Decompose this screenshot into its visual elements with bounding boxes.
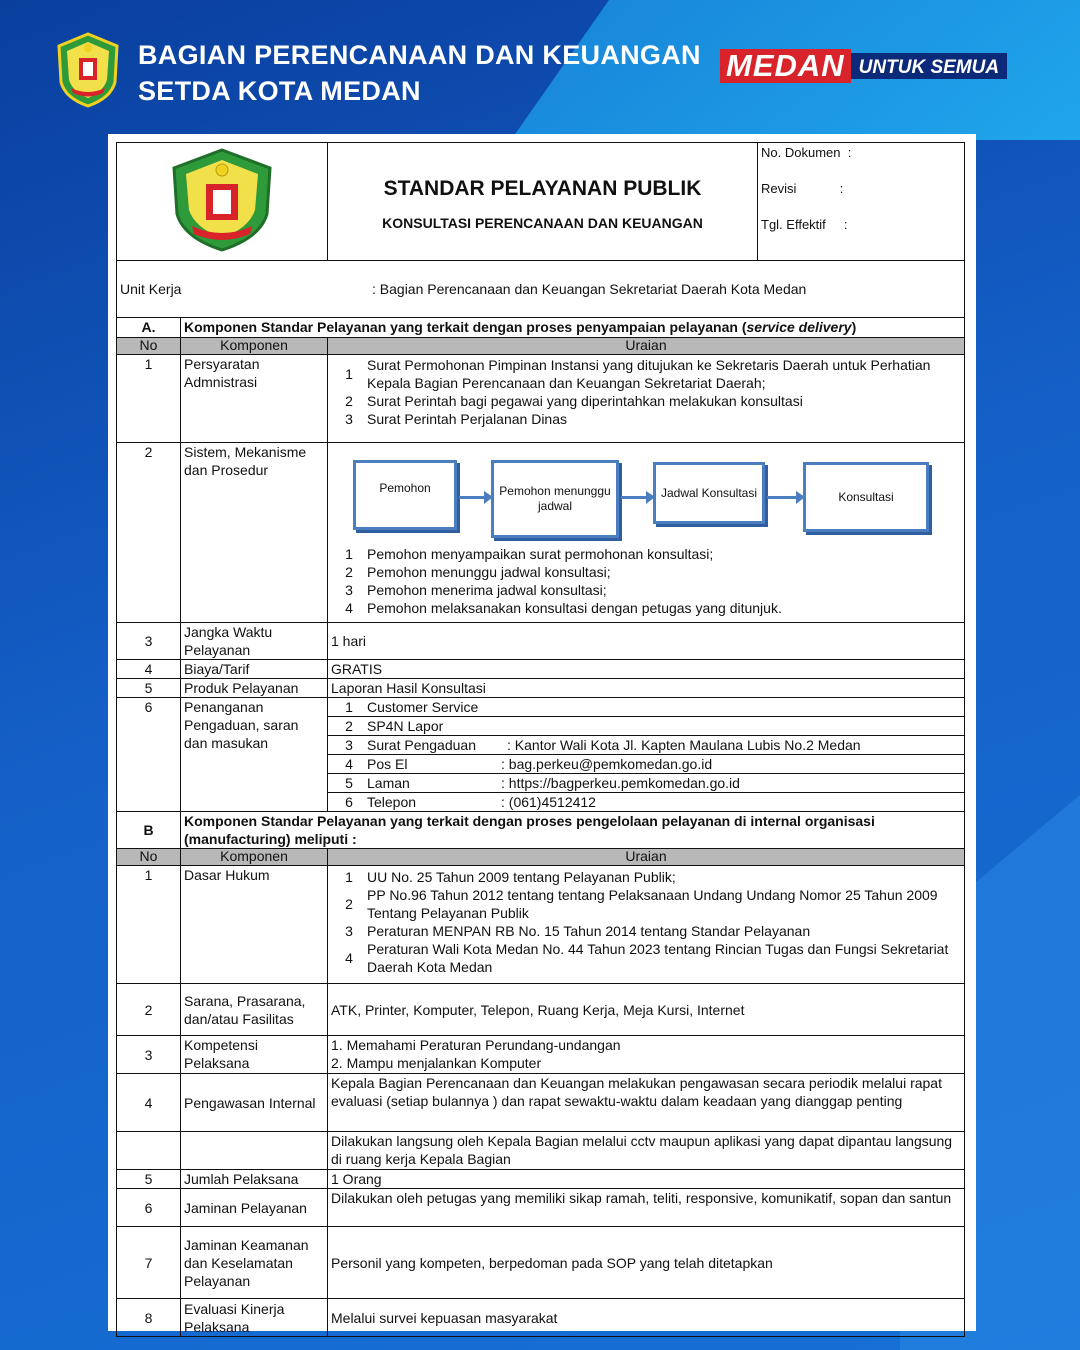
section-a-title — [181, 318, 965, 338]
org-name-line2: SETDA KOTA MEDAN — [138, 76, 421, 106]
row-komponen: Jangka Waktu Pelayanan — [181, 623, 328, 660]
list-text: SP4N Lapor — [367, 718, 444, 734]
row-no: 3 — [117, 1036, 181, 1074]
col-header-no: No — [117, 338, 181, 355]
list-item: 2. Mampu menjalankan Komputer — [331, 1055, 542, 1071]
col-header-no: No — [117, 849, 181, 866]
row-no: 3 — [117, 623, 181, 660]
list-num: 2 — [345, 896, 353, 912]
table-row — [117, 1132, 965, 1170]
row-komponen: Biaya/Tarif — [181, 660, 328, 679]
list-text: Customer Service — [367, 699, 479, 715]
org-name-line1: BAGIAN PERENCANAAN DAN KEUANGAN — [138, 40, 701, 70]
list-text: PP No.96 Tahun 2012 tentang tentang Pelaksanaan Undang Undang Nomor 25 Tahun 2009 Tentang Pelayanan Publik — [367, 887, 938, 921]
list-num: 3 — [345, 923, 353, 939]
list-num: 2 — [345, 393, 353, 409]
row-no: 4 — [117, 660, 181, 679]
flow-step: Konsultasi — [803, 462, 929, 532]
list-value: : (061)4512412 — [501, 794, 596, 810]
row-komponen: Dasar Hukum — [181, 866, 328, 984]
table-row — [117, 1189, 965, 1227]
row-komponen: Jaminan Pelayanan — [181, 1189, 328, 1227]
row-uraian — [328, 1036, 965, 1074]
list-text: Peraturan MENPAN RB No. 15 Tahun 2014 tentang Standar Pelayanan — [367, 923, 811, 939]
row-komponen: Jumlah Pelaksana — [181, 1170, 328, 1189]
unit-kerja-value: : Bagian Perencanaan dan Keuangan Sekretariat Daerah Kota Medan — [372, 281, 807, 297]
table-row — [117, 1074, 965, 1132]
row-no — [117, 1132, 181, 1170]
row-uraian — [328, 355, 965, 443]
row-no: 1 — [117, 866, 181, 984]
table-row — [117, 355, 965, 443]
row-no: 2 — [117, 984, 181, 1036]
row-uraian: Dilakukan oleh petugas yang memiliki sikap ramah, teliti, responsive, komunikatif, sopan dan santun — [328, 1189, 965, 1227]
kota-medan-emblem-icon — [55, 32, 121, 108]
list-item — [331, 581, 961, 599]
flow-arrow — [767, 496, 797, 499]
list-item: 1. Memahami Peraturan Perundang-undangan — [331, 1037, 621, 1053]
list-num: 1 — [345, 546, 353, 562]
list-item — [331, 545, 961, 563]
row-komponen: Persyaratan Admnistrasi — [181, 355, 328, 443]
section-a-title-italic: service delivery — [746, 319, 852, 335]
list-num: 6 — [345, 794, 353, 810]
row-no: 7 — [117, 1227, 181, 1299]
table-row — [117, 660, 965, 679]
col-header-komponen: Komponen — [181, 849, 328, 866]
row-komponen: Pengawasan Internal — [181, 1074, 328, 1132]
row-uraian: Kepala Bagian Perencanaan dan Keuangan melakukan pengawasan secara periodik melalui rapat evaluasi (setiap bulannya ) dan rapat sewaktu-waktu dalam keadaan yang dianggap penting — [328, 1074, 965, 1132]
list-num: 2 — [345, 564, 353, 580]
row-komponen: Jaminan Keamanan dan Keselamatan Pelayanan — [181, 1227, 328, 1299]
flow-step: Jadwal Konsultasi — [653, 462, 765, 524]
col-header-komponen: Komponen — [181, 338, 328, 355]
brand-medan: MEDAN — [720, 49, 851, 83]
doc-subtitle: KONSULTASI PERENCANAAN DAN KEUANGAN — [382, 214, 703, 231]
list-num: 4 — [345, 600, 353, 616]
table-row — [117, 1227, 965, 1299]
list-num: 1 — [345, 366, 353, 382]
section-a-title-text: Komponen Standar Pelayanan yang terkait dengan proses penyampaian pelayanan ( — [184, 319, 747, 335]
col-header-uraian: Uraian — [328, 338, 965, 355]
list-item — [328, 755, 964, 774]
section-a-title-end: ) — [851, 319, 857, 335]
list-item — [328, 736, 964, 755]
list-item — [331, 410, 961, 428]
row-no: 2 — [117, 443, 181, 623]
list-text: Surat Perintah bagi pegawai yang diperintahkan melakukan konsultasi — [367, 393, 803, 409]
row-uraian: 1 hari — [328, 623, 965, 660]
row-uraian: Dilakukan langsung oleh Kepala Bagian melalui cctv maupun aplikasi yang dapat dipantau langsung di ruang kerja Kepala Bagian — [328, 1132, 965, 1170]
list-text: Peraturan Wali Kota Medan No. 44 Tahun 2023 tentang Rincian Tugas dan Fungsi Sekretariat Daerah Kota Medan — [367, 941, 949, 975]
unit-kerja-row — [117, 261, 965, 318]
flow-step: Pemohon menunggu jadwal — [491, 460, 619, 538]
doc-meta-cell — [758, 143, 965, 261]
doc-title: STANDAR PELAYANAN PUBLIK — [383, 176, 702, 200]
list-text: Pemohon menerima jadwal konsultasi; — [367, 582, 607, 598]
document-sheet — [108, 134, 976, 1335]
list-text: Pemohon menyampaikan surat permohonan konsultasi; — [367, 546, 714, 562]
row-uraian: 1 Orang — [328, 1170, 965, 1189]
brand-untuk-semua: UNTUK SEMUA — [851, 53, 1007, 79]
row-komponen: Kompetensi Pelaksana — [181, 1036, 328, 1074]
table-row — [117, 1299, 965, 1337]
list-num: 5 — [345, 775, 353, 791]
meta-no-dokumen: No. Dokumen : — [761, 145, 852, 160]
section-b-title: Komponen Standar Pelayanan yang terkait dengan proses pengelolaan pelayanan di internal organisasi (manufacturing) meliputi : — [181, 812, 965, 849]
flow-arrow — [621, 496, 647, 499]
row-komponen: Penanganan Pengaduan, saran dan masukan — [181, 698, 328, 812]
table-row — [117, 623, 965, 660]
row-uraian — [328, 698, 965, 812]
list-value: : Kantor Wali Kota Jl. Kapten Maulana Lubis No.2 Medan — [507, 737, 861, 753]
section-b-code: B — [117, 812, 181, 849]
list-item — [331, 392, 961, 410]
list-num: 3 — [345, 582, 353, 598]
table-row — [117, 443, 965, 623]
table-row — [117, 984, 965, 1036]
list-value: : bag.perkeu@pemkomedan.go.id — [501, 756, 713, 772]
list-item — [331, 922, 961, 940]
list-num: 4 — [345, 756, 353, 772]
list-item — [328, 793, 964, 811]
row-no: 8 — [117, 1299, 181, 1337]
list-item — [331, 868, 961, 886]
row-no: 4 — [117, 1074, 181, 1132]
medan-untuk-semua-logo — [720, 49, 1007, 83]
meta-revisi: Revisi : — [761, 181, 844, 196]
list-item — [328, 774, 964, 793]
list-text: Pemohon menunggu jadwal konsultasi; — [367, 564, 611, 580]
row-komponen: Sarana, Prasarana, dan/atau Fasilitas — [181, 984, 328, 1036]
procedure-flowchart — [331, 451, 961, 541]
row-komponen: Evaluasi Kinerja Pelaksana — [181, 1299, 328, 1337]
list-text: Surat Pengaduan — [367, 737, 476, 753]
doc-logo-cell — [117, 143, 328, 261]
row-komponen: Sistem, Mekanisme dan Prosedur — [181, 443, 328, 623]
list-num: 3 — [345, 411, 353, 427]
list-item — [331, 599, 961, 617]
list-text: Telepon — [367, 794, 417, 810]
table-row — [117, 1170, 965, 1189]
list-item — [331, 356, 961, 392]
service-standard-table — [116, 142, 965, 1337]
list-item — [328, 717, 964, 736]
row-komponen — [181, 1132, 328, 1170]
list-num: 4 — [345, 950, 353, 966]
list-text: UU No. 25 Tahun 2009 tentang Pelayanan Publik; — [367, 869, 676, 885]
list-item — [328, 698, 964, 717]
row-uraian — [328, 443, 965, 623]
list-value: : https://bagperkeu.pemkomedan.go.id — [501, 775, 740, 791]
table-row — [117, 679, 965, 698]
meta-tgl-effektif: Tgl. Effektif : — [761, 217, 848, 232]
row-no: 1 — [117, 355, 181, 443]
list-num: 2 — [345, 718, 353, 734]
table-row — [117, 698, 965, 812]
table-row — [117, 1036, 965, 1074]
row-no: 6 — [117, 698, 181, 812]
list-item — [331, 886, 961, 922]
kota-medan-emblem-icon — [168, 148, 276, 252]
table-row — [117, 866, 965, 984]
col-header-uraian: Uraian — [328, 849, 965, 866]
list-text: Pemohon melaksanakan konsultasi dengan petugas yang ditunjuk. — [367, 600, 782, 616]
row-uraian: Melalui survei kepuasan masyarakat — [328, 1299, 965, 1337]
unit-kerja-label: Unit Kerja — [120, 281, 182, 297]
row-no: 5 — [117, 1170, 181, 1189]
list-num: 1 — [345, 699, 353, 715]
list-item — [331, 563, 961, 581]
list-num: 3 — [345, 737, 353, 753]
list-text: Surat Permohonan Pimpinan Instansi yang ditujukan ke Sekretaris Daerah untuk Perhatian Kepala Bagian Perencanaan dan Keuangan Sekretariat Daerah; — [367, 357, 931, 391]
row-uraian: Laporan Hasil Konsultasi — [328, 679, 965, 698]
list-text: Pos El — [367, 756, 408, 772]
row-no: 6 — [117, 1189, 181, 1227]
row-no: 5 — [117, 679, 181, 698]
row-uraian — [328, 866, 965, 984]
list-text: Laman — [367, 775, 410, 791]
row-uraian: ATK, Printer, Komputer, Telepon, Ruang Kerja, Meja Kursi, Internet — [328, 984, 965, 1036]
doc-title-cell — [328, 143, 758, 261]
page-header — [0, 0, 1080, 130]
list-text: Surat Perintah Perjalanan Dinas — [367, 411, 568, 427]
section-a-code: A. — [117, 318, 181, 338]
row-uraian: Personil yang kompeten, berpedoman pada SOP yang telah ditetapkan — [328, 1227, 965, 1299]
row-uraian: GRATIS — [328, 660, 965, 679]
row-komponen: Produk Pelayanan — [181, 679, 328, 698]
flow-step: Pemohon — [353, 460, 457, 530]
list-num: 1 — [345, 869, 353, 885]
list-item — [331, 940, 961, 976]
flow-arrow — [459, 496, 485, 499]
